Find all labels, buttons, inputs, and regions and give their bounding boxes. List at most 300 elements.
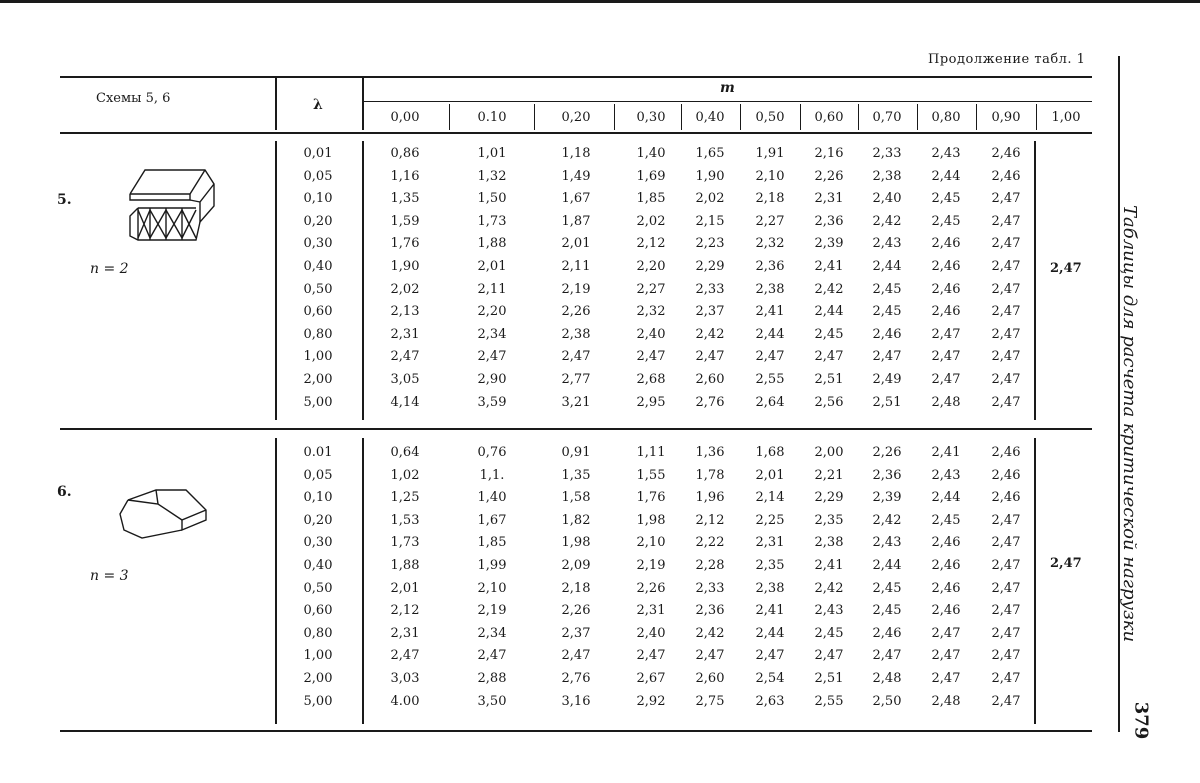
- value-cell: 2,26: [814, 168, 844, 184]
- value-cell: 1,65: [695, 146, 725, 161]
- lambda-cell: 2,00: [303, 671, 333, 686]
- value-cell: 3,50: [477, 693, 507, 709]
- scheme-5-last-col: 2,47: [1050, 261, 1082, 276]
- value-cell: 2,26: [872, 445, 902, 460]
- lambda-header: λ: [313, 97, 323, 113]
- value-cell: 1,90: [695, 168, 725, 184]
- value-cell: 2,34: [477, 326, 507, 342]
- value-cell: 1,73: [390, 535, 420, 551]
- value-cell: 0,76: [477, 445, 507, 460]
- value-cell: 2,38: [561, 326, 591, 342]
- value-cell: 2,55: [814, 693, 844, 709]
- value-cell: 1,99: [477, 558, 507, 573]
- value-cell: 2,38: [755, 281, 785, 297]
- value-cell: 1,50: [477, 191, 507, 207]
- value-cell: 2,41: [931, 445, 961, 460]
- value-cell: 2,60: [695, 372, 725, 387]
- value-cell: 2,10: [636, 535, 666, 551]
- m-header-cell: 1,00: [1051, 110, 1081, 125]
- value-cell: 2,20: [636, 259, 666, 274]
- lambda-cell: 0,80: [303, 326, 333, 342]
- value-cell: 2,42: [814, 580, 844, 596]
- value-cell: 1,98: [636, 512, 666, 528]
- value-cell: 2,54: [755, 671, 785, 686]
- value-cell: 2,45: [872, 580, 902, 596]
- lambda-cell: 0,05: [303, 467, 333, 483]
- value-cell: 2,90: [477, 372, 507, 387]
- lambda-cell: 5,00: [303, 693, 333, 709]
- value-cell: 3,16: [561, 693, 591, 709]
- value-cell: 2,38: [872, 168, 902, 184]
- value-cell: 2,46: [991, 168, 1021, 184]
- value-cell: 2,47: [755, 349, 785, 365]
- value-cell: 2,29: [695, 259, 725, 274]
- value-cell: 2,47: [991, 671, 1021, 686]
- value-cell: 1,88: [390, 558, 420, 573]
- value-cell: 2,76: [561, 671, 591, 686]
- value-cell: 2,31: [390, 625, 420, 641]
- value-cell: 2,46: [931, 236, 961, 252]
- value-cell: 2,39: [814, 236, 844, 252]
- value-cell: 2,31: [636, 603, 666, 619]
- value-cell: 2,25: [755, 512, 785, 528]
- value-cell: 2,21: [814, 467, 844, 483]
- value-cell: 2,67: [636, 671, 666, 686]
- value-cell: 2,39: [872, 490, 902, 506]
- value-cell: 2,44: [814, 304, 844, 320]
- value-cell: 2,75: [695, 693, 725, 709]
- value-cell: 2,46: [931, 259, 961, 274]
- m-header-separator: [976, 104, 977, 130]
- m-header-cell: 0,40: [695, 110, 725, 125]
- value-cell: 2,02: [390, 281, 420, 297]
- value-cell: 1,49: [561, 168, 591, 184]
- value-cell: 2,68: [636, 372, 666, 387]
- value-cell: 2,47: [872, 648, 902, 664]
- value-cell: 1,98: [561, 535, 591, 551]
- value-cell: 1,36: [695, 445, 725, 460]
- value-cell: 2,47: [991, 394, 1021, 410]
- value-cell: 2,28: [695, 558, 725, 573]
- value-cell: 2,45: [872, 304, 902, 320]
- value-cell: 2,47: [991, 625, 1021, 641]
- value-cell: 2,46: [931, 603, 961, 619]
- m-header-cell: 0,30: [636, 110, 666, 125]
- schemes-header: Схемы 5, 6: [96, 91, 171, 106]
- lambda-cell: 0,60: [303, 304, 333, 320]
- value-cell: 4,14: [390, 394, 420, 410]
- value-cell: 2,47: [755, 648, 785, 664]
- scheme-6-number: 6.: [57, 484, 72, 500]
- value-cell: 1,02: [390, 467, 420, 483]
- value-cell: 2,45: [931, 191, 961, 207]
- value-cell: 2,47: [636, 648, 666, 664]
- value-cell: 2,47: [991, 281, 1021, 297]
- value-cell: 1,85: [636, 191, 666, 207]
- value-cell: 2,18: [755, 191, 785, 207]
- value-cell: 2,32: [755, 236, 785, 252]
- value-cell: 0,64: [390, 445, 420, 460]
- value-cell: 1,1.: [479, 467, 505, 483]
- value-cell: 2,47: [814, 349, 844, 365]
- value-cell: 2,45: [872, 603, 902, 619]
- value-cell: 2,77: [561, 372, 591, 387]
- lambda-cell: 0,20: [303, 512, 333, 528]
- value-cell: 2,38: [755, 580, 785, 596]
- value-cell: 1,85: [477, 535, 507, 551]
- value-cell: 2,12: [390, 603, 420, 619]
- m-header-rule: [363, 101, 1092, 102]
- value-cell: 2,36: [814, 213, 844, 229]
- value-cell: 2,49: [872, 372, 902, 387]
- value-cell: 2,47: [991, 304, 1021, 320]
- last-col-rule-b5: [1034, 141, 1036, 420]
- value-cell: 1,96: [695, 490, 725, 506]
- header-bottom-rule: [60, 132, 1092, 134]
- value-cell: 2,47: [991, 580, 1021, 596]
- value-cell: 3,05: [390, 372, 420, 387]
- value-cell: 2,02: [695, 191, 725, 207]
- lambda-cell: 0,60: [303, 603, 333, 619]
- value-cell: 2,40: [636, 625, 666, 641]
- value-cell: 1,40: [477, 490, 507, 506]
- table-top-rule: [60, 76, 1092, 78]
- value-cell: 1,76: [390, 236, 420, 252]
- value-cell: 2,29: [814, 490, 844, 506]
- value-cell: 2,45: [814, 625, 844, 641]
- value-cell: 2,36: [695, 603, 725, 619]
- value-cell: 2,19: [477, 603, 507, 619]
- m-header-separator: [740, 104, 741, 130]
- value-cell: 2,46: [931, 535, 961, 551]
- value-cell: 2,33: [695, 580, 725, 596]
- value-cell: 2,92: [636, 693, 666, 709]
- value-cell: 1,40: [636, 146, 666, 161]
- value-cell: 2,47: [991, 535, 1021, 551]
- m-header: m: [720, 80, 735, 96]
- value-cell: 2,47: [991, 603, 1021, 619]
- lambda-cell: 0,50: [303, 580, 333, 596]
- value-cell: 2,46: [991, 445, 1021, 460]
- value-cell: 2,47: [636, 349, 666, 365]
- value-cell: 1,35: [390, 191, 420, 207]
- value-cell: 1,68: [755, 445, 785, 460]
- value-cell: 2,01: [561, 236, 591, 252]
- lambda-right-rule-b6: [362, 438, 364, 724]
- value-cell: 2,47: [991, 236, 1021, 252]
- value-cell: 2,43: [872, 236, 902, 252]
- scheme-5-n-label: n = 2: [90, 261, 129, 277]
- value-cell: 2,26: [561, 603, 591, 619]
- value-cell: 2,45: [931, 213, 961, 229]
- value-cell: 2,26: [561, 304, 591, 320]
- value-cell: 2,47: [695, 648, 725, 664]
- value-cell: 2,45: [814, 326, 844, 342]
- value-cell: 2,46: [931, 281, 961, 297]
- value-cell: 2,33: [872, 146, 902, 161]
- lambda-cell: 0,10: [303, 191, 333, 207]
- value-cell: 2,46: [931, 558, 961, 573]
- lambda-cell: 0,01: [303, 146, 333, 161]
- value-cell: 2,47: [931, 625, 961, 641]
- value-cell: 2,26: [636, 580, 666, 596]
- m-header-cell: 0,00: [390, 110, 420, 125]
- value-cell: 2,47: [872, 349, 902, 365]
- value-cell: 2,32: [636, 304, 666, 320]
- value-cell: 2,51: [814, 671, 844, 686]
- lambda-cell: 1,00: [303, 648, 333, 664]
- block-divider-rule: [60, 428, 1092, 430]
- value-cell: 2,12: [695, 512, 725, 528]
- value-cell: 2,44: [872, 558, 902, 573]
- value-cell: 2,47: [991, 191, 1021, 207]
- value-cell: 2,18: [561, 580, 591, 596]
- lambda-left-rule-b5: [275, 141, 277, 420]
- lambda-left-rule: [275, 76, 277, 130]
- value-cell: 2,27: [636, 281, 666, 297]
- scheme-6-last-col: 2,47: [1050, 556, 1082, 571]
- value-cell: 2,33: [695, 281, 725, 297]
- value-cell: 3,21: [561, 394, 591, 410]
- value-cell: 2,19: [561, 281, 591, 297]
- scheme-6-drawing: [112, 486, 212, 546]
- value-cell: 2,44: [755, 326, 785, 342]
- value-cell: 2,76: [695, 394, 725, 410]
- value-cell: 2,46: [872, 326, 902, 342]
- lambda-cell: 0,30: [303, 535, 333, 551]
- lambda-cell: 0,05: [303, 168, 333, 184]
- value-cell: 1,82: [561, 512, 591, 528]
- value-cell: 1,67: [477, 512, 507, 528]
- value-cell: 2,00: [814, 445, 844, 460]
- lambda-cell: 2,00: [303, 372, 333, 387]
- value-cell: 1,76: [636, 490, 666, 506]
- value-cell: 2,43: [931, 146, 961, 161]
- value-cell: 2,01: [755, 467, 785, 483]
- value-cell: 2,47: [991, 213, 1021, 229]
- value-cell: 2,63: [755, 693, 785, 709]
- value-cell: 2,10: [755, 168, 785, 184]
- value-cell: 2,44: [931, 490, 961, 506]
- value-cell: 2,40: [872, 191, 902, 207]
- lambda-cell: 0,50: [303, 281, 333, 297]
- value-cell: 2,44: [872, 259, 902, 274]
- value-cell: 2,51: [872, 394, 902, 410]
- value-cell: 1,88: [477, 236, 507, 252]
- m-header-separator: [534, 104, 535, 130]
- value-cell: 4.00: [390, 693, 420, 709]
- value-cell: 1,18: [561, 146, 591, 161]
- value-cell: 2,47: [991, 648, 1021, 664]
- value-cell: 2,41: [814, 259, 844, 274]
- value-cell: 2,45: [872, 281, 902, 297]
- value-cell: 2,46: [991, 467, 1021, 483]
- value-cell: 2,47: [695, 349, 725, 365]
- value-cell: 2,47: [931, 648, 961, 664]
- page-number: 379: [1130, 701, 1152, 740]
- lambda-right-rule-b5: [362, 141, 364, 420]
- value-cell: 2,41: [755, 603, 785, 619]
- value-cell: 2,41: [814, 558, 844, 573]
- value-cell: 1,59: [390, 213, 420, 229]
- value-cell: 2,48: [931, 394, 961, 410]
- value-cell: 2,44: [931, 168, 961, 184]
- value-cell: 2,45: [931, 512, 961, 528]
- value-cell: 2,46: [931, 304, 961, 320]
- value-cell: 2,47: [991, 372, 1021, 387]
- value-cell: 2,02: [636, 213, 666, 229]
- value-cell: 2,19: [636, 558, 666, 573]
- value-cell: 2,42: [814, 281, 844, 297]
- value-cell: 2,11: [561, 259, 591, 274]
- value-cell: 2,47: [390, 648, 420, 664]
- value-cell: 2,09: [561, 558, 591, 573]
- m-header-cell: 0,20: [561, 110, 591, 125]
- value-cell: 2,36: [872, 467, 902, 483]
- value-cell: 2,47: [477, 349, 507, 365]
- side-title: Таблицы для расчета критической нагрузки: [1119, 205, 1140, 643]
- value-cell: 2,46: [872, 625, 902, 641]
- value-cell: 2,14: [755, 490, 785, 506]
- value-cell: 2,51: [814, 372, 844, 387]
- lambda-cell: 0,10: [303, 490, 333, 506]
- value-cell: 2,42: [872, 512, 902, 528]
- value-cell: 2,12: [636, 236, 666, 252]
- value-cell: 2,16: [814, 146, 844, 161]
- lambda-cell: 5,00: [303, 394, 333, 410]
- value-cell: 1,16: [390, 168, 420, 184]
- m-header-cell: 0,70: [872, 110, 902, 125]
- value-cell: 2,47: [390, 349, 420, 365]
- m-header-cell: 0,80: [931, 110, 961, 125]
- lambda-cell: 0,20: [303, 213, 333, 229]
- value-cell: 1,25: [390, 490, 420, 506]
- table-bottom-rule: [60, 730, 1092, 732]
- value-cell: 2,47: [931, 349, 961, 365]
- lambda-cell: 0,40: [303, 259, 333, 274]
- value-cell: 1,73: [477, 213, 507, 229]
- top-rule: [0, 0, 1200, 3]
- value-cell: 2,46: [931, 580, 961, 596]
- m-header-cell: 0,50: [755, 110, 785, 125]
- value-cell: 2,47: [991, 512, 1021, 528]
- value-cell: 1,53: [390, 512, 420, 528]
- value-cell: 2,47: [991, 349, 1021, 365]
- value-cell: 2,47: [931, 671, 961, 686]
- value-cell: 2,47: [561, 648, 591, 664]
- value-cell: 2,37: [695, 304, 725, 320]
- value-cell: 2,44: [755, 625, 785, 641]
- value-cell: 2,46: [991, 146, 1021, 161]
- value-cell: 3,03: [390, 671, 420, 686]
- value-cell: 2,35: [814, 512, 844, 528]
- value-cell: 2,01: [477, 259, 507, 274]
- value-cell: 2,55: [755, 372, 785, 387]
- value-cell: 2,43: [872, 535, 902, 551]
- continuation-label: Продолжение табл. 1: [928, 52, 1086, 67]
- value-cell: 3,59: [477, 394, 507, 410]
- value-cell: 2,31: [755, 535, 785, 551]
- value-cell: 2,36: [755, 259, 785, 274]
- value-cell: 2,13: [390, 304, 420, 320]
- last-col-rule-b6: [1034, 438, 1036, 724]
- m-header-cell: 0.10: [477, 110, 507, 125]
- value-cell: 2,56: [814, 394, 844, 410]
- value-cell: 2,88: [477, 671, 507, 686]
- value-cell: 1,69: [636, 168, 666, 184]
- value-cell: 2,64: [755, 394, 785, 410]
- value-cell: 2,43: [814, 603, 844, 619]
- lambda-cell: 0,40: [303, 558, 333, 573]
- value-cell: 1,55: [636, 467, 666, 483]
- value-cell: 2,47: [991, 259, 1021, 274]
- value-cell: 2,42: [872, 213, 902, 229]
- value-cell: 2,47: [931, 326, 961, 342]
- value-cell: 2,40: [636, 326, 666, 342]
- value-cell: 2,41: [755, 304, 785, 320]
- value-cell: 2,46: [991, 490, 1021, 506]
- value-cell: 2,38: [814, 535, 844, 551]
- value-cell: 1,67: [561, 191, 591, 207]
- lambda-cell: 1,00: [303, 349, 333, 365]
- value-cell: 1,11: [636, 445, 666, 460]
- value-cell: 2,47: [814, 648, 844, 664]
- lambda-right-rule: [362, 76, 364, 130]
- value-cell: 2,43: [931, 467, 961, 483]
- value-cell: 2,31: [814, 191, 844, 207]
- value-cell: 2,34: [477, 625, 507, 641]
- value-cell: 2,23: [695, 236, 725, 252]
- lambda-cell: 0,30: [303, 236, 333, 252]
- value-cell: 2,35: [755, 558, 785, 573]
- value-cell: 2,42: [695, 326, 725, 342]
- scheme-5-drawing: [120, 164, 220, 244]
- value-cell: 2,48: [872, 671, 902, 686]
- value-cell: 2,47: [561, 349, 591, 365]
- value-cell: 1,32: [477, 168, 507, 184]
- value-cell: 2,47: [991, 326, 1021, 342]
- value-cell: 2,48: [931, 693, 961, 709]
- lambda-cell: 0.01: [303, 445, 333, 460]
- value-cell: 1,35: [561, 467, 591, 483]
- value-cell: 2,47: [991, 558, 1021, 573]
- value-cell: 2,47: [477, 648, 507, 664]
- value-cell: 2,95: [636, 394, 666, 410]
- value-cell: 2,27: [755, 213, 785, 229]
- m-header-cell: 0,60: [814, 110, 844, 125]
- value-cell: 2,31: [390, 326, 420, 342]
- lambda-left-rule-b6: [275, 438, 277, 724]
- scheme-5-number: 5.: [57, 192, 72, 208]
- value-cell: 2,20: [477, 304, 507, 320]
- value-cell: 2,11: [477, 281, 507, 297]
- value-cell: 2,60: [695, 671, 725, 686]
- value-cell: 1,91: [755, 146, 785, 161]
- value-cell: 2,10: [477, 580, 507, 596]
- value-cell: 2,47: [991, 693, 1021, 709]
- m-header-separator: [614, 104, 615, 130]
- value-cell: 2,22: [695, 535, 725, 551]
- value-cell: 0,86: [390, 146, 420, 161]
- m-header-separator: [449, 104, 450, 130]
- value-cell: 1,78: [695, 467, 725, 483]
- value-cell: 1,01: [477, 146, 507, 161]
- m-header-separator: [1036, 104, 1037, 130]
- value-cell: 1,87: [561, 213, 591, 229]
- value-cell: 2,37: [561, 625, 591, 641]
- value-cell: 2,42: [695, 625, 725, 641]
- lambda-cell: 0,80: [303, 625, 333, 641]
